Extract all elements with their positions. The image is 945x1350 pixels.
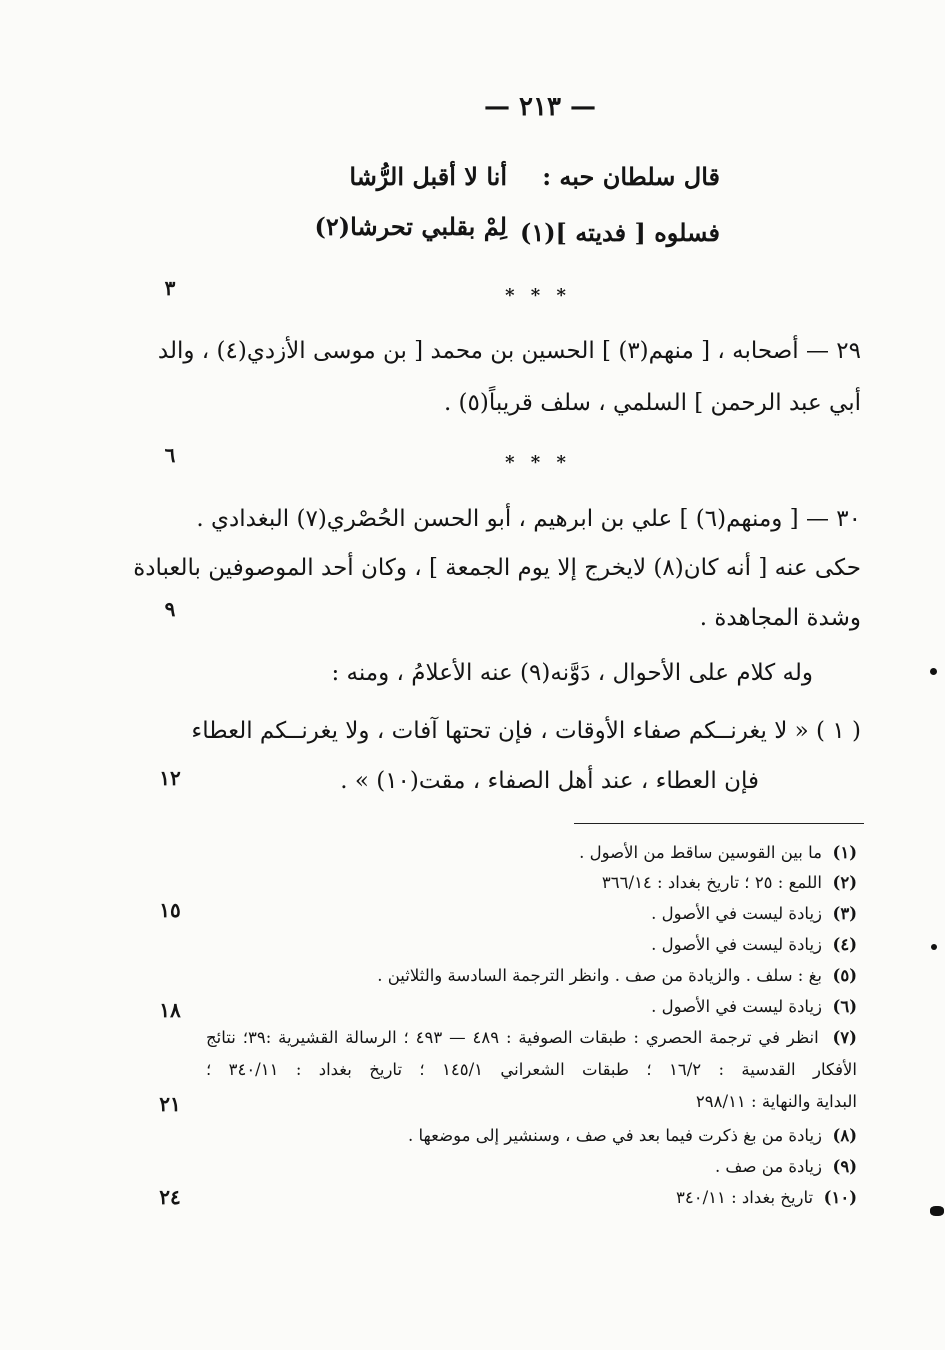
verse-line1-left: أنا لا أقبل الرُّشا [349,162,507,191]
footnote-continuation: الأفكار القدسية : ١٦/٢ ؛ طبقات الشعراني ١٤٥/١ ؛ تاريخ بغداد : ٣٤٠/١١ ؛ [206,1060,857,1079]
entry-30-line4: وله كلام على الأحوال ، دَوَّنه(٩) عنه الأعلامُ ، ومنه : [331,660,813,686]
section-separator: * * * [505,285,571,306]
verse-line2-right: فسلوه [ فديته ](١) [519,218,720,247]
footnote: (٨) زيادة من بغ ذكرت فيما بعد في صف ، وسنشير إلى موضعها . [408,1126,857,1145]
margin-line-number: ١٥ [159,898,181,922]
footnote: (٧) انظر في ترجمة الحصري : طبقات الصوفية : ٤٨٩ — ٤٩٣ ؛ الرسالة القشيرية :٣٩؛ نتائج [206,1028,857,1047]
margin-line-number: ٦ [164,443,176,467]
margin-line-number: ٢١ [159,1092,181,1116]
entry-29-line1: ٢٩ — أصحابه ، [ منهم(٣) ] الحسين بن محمد [ بن موسى الأزدي(٤) ، والد [157,338,861,364]
entry-30-line6: فإن العطاء ، عند أهل الصفاء ، مقت(١٠) » . [340,768,759,794]
footnote-rule [574,823,864,824]
scan-speck [930,1206,944,1216]
section-separator-2: * * * [505,452,571,473]
footnote: (٣) زيادة ليست في الأصول . [651,904,857,923]
entry-30-line2: حكى عنه [ أنه كان(٨) لايخرج إلا يوم الجمعة ] ، وكان أحد الموصوفين بالعبادة [133,555,861,581]
footnote: (٢) اللمع : ٢٥ ؛ تاريخ بغداد : ٣٦٦/١٤ [601,873,857,892]
verse-line1-right: قال سلطان حبه : [542,162,720,191]
verse-line2-left: لِمْ بقلبي تحرشا(٢) [314,212,507,241]
entry-30-line5: ( ١ ) « لا يغرنــكم صفاء الأوقات ، فإن تحتها آفات ، ولا يغرنــكم العطاء [191,718,861,744]
page-number: — ٢١٣ — [483,92,597,122]
footnote: (٥) بغ : سلف . والزيادة من صف . وانظر الترجمة السادسة والثلاثين . [377,966,857,985]
scan-speck [931,944,937,950]
footnote: (٦) زيادة ليست في الأصول . [651,997,857,1016]
entry-29-line2: أبي عبد الرحمن ] السلمي ، سلف قريباً(٥) . [443,390,861,416]
footnote: (١) ما بين القوسين ساقط من الأصول . [579,843,857,862]
margin-line-number: ٢٤ [159,1185,181,1209]
entry-30-line1: ٣٠ — [ ومنهم(٦) ] علي بن ابرهيم ، أبو الحسن الحُصْري(٧) البغدادي . [196,506,861,532]
footnote: (٩) زيادة من صف . [714,1157,857,1176]
margin-line-number: ١٢ [159,766,181,790]
margin-line-number: ٩ [164,597,176,621]
margin-line-number: ٣ [164,276,176,300]
scan-speck [930,668,937,675]
margin-line-number: ١٨ [159,998,181,1022]
footnote: (١٠) تاريخ بغداد : ٣٤٠/١١ [675,1188,857,1207]
footnote-continuation: البداية والنهاية : ٢٩٨/١١ [695,1092,857,1111]
entry-30-line3: وشدة المجاهدة . [699,605,861,631]
footnote: (٤) زيادة ليست في الأصول . [651,935,857,954]
